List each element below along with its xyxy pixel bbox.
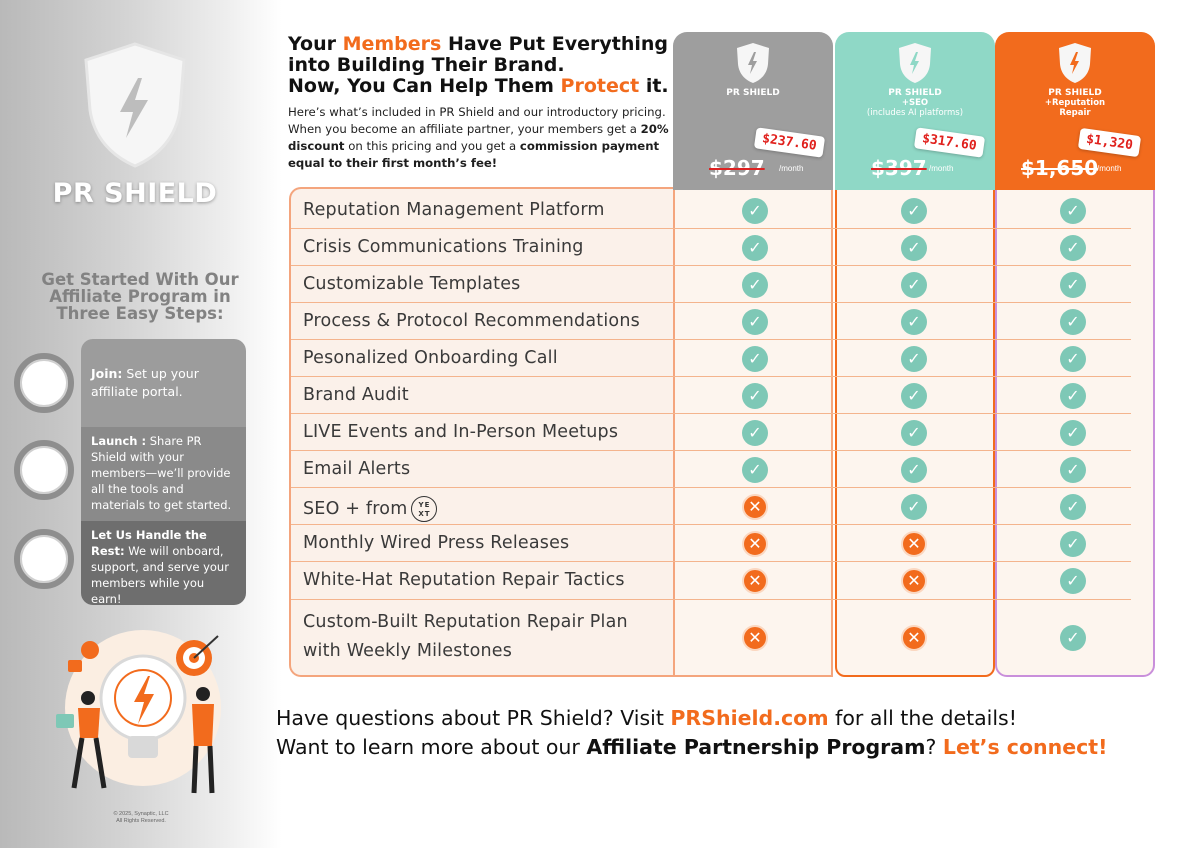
step-card-join <box>81 339 246 427</box>
step-title: Let Us Handle the Rest: <box>91 528 207 558</box>
plan-header-basic <box>673 32 833 190</box>
feature-label-text: LIVE Events and In-Person Meetups <box>303 422 619 442</box>
shield-bolt-icon <box>735 42 771 84</box>
step-text: We will onboard, support, and serve your members while you earn! <box>91 544 229 606</box>
check-icon: ✓ <box>742 457 768 483</box>
feature-label <box>303 348 558 368</box>
feature-label <box>303 200 605 220</box>
check-icon: ✓ <box>1060 272 1086 298</box>
check-icon: ✓ <box>1060 494 1086 520</box>
page-headline <box>288 34 673 97</box>
discount-price-tag: $237.60 <box>754 127 825 157</box>
check-icon: ✓ <box>901 235 927 261</box>
price-period: /month <box>779 164 804 173</box>
plan-name <box>835 88 995 118</box>
step-card-launch <box>81 427 246 521</box>
check-icon: ✓ <box>901 383 927 409</box>
feature-row <box>291 525 1131 562</box>
feature-label-text: White-Hat Reputation Repair Tactics <box>303 570 625 590</box>
yext-logo-icon: YE XT <box>411 496 437 522</box>
check-icon: ✓ <box>742 420 768 446</box>
check-icon: ✓ <box>1060 625 1086 651</box>
feature-row <box>291 229 1131 266</box>
feature-label <box>303 422 618 442</box>
step-text: Set up your affiliate portal. <box>91 366 199 399</box>
check-icon: ✓ <box>742 235 768 261</box>
check-icon: ✓ <box>901 420 927 446</box>
footer-text: Want to learn more about our <box>276 735 587 759</box>
feature-row <box>291 414 1131 451</box>
plan-title: PR SHIELD <box>726 88 780 98</box>
cross-icon: ✕ <box>742 494 768 520</box>
brand-logo-text: PR SHIELD <box>52 178 218 209</box>
plan-subtitle: +Reputation <box>1044 98 1106 108</box>
check-icon: ✓ <box>1060 235 1086 261</box>
copyright <box>86 811 196 825</box>
feature-label-text: Monthly Wired Press Releases <box>303 533 570 553</box>
step-text: Share PR Shield with your members—we’ll provide all the tools and materials to get started. <box>91 434 232 512</box>
feature-row <box>291 377 1131 414</box>
check-icon: ✓ <box>1060 568 1086 594</box>
check-icon: ✓ <box>1060 198 1086 224</box>
feature-label <box>303 274 521 294</box>
intro-paragraph <box>288 104 673 172</box>
feature-row <box>291 340 1131 377</box>
feature-label-text: Brand Audit <box>303 385 409 405</box>
feature-label <box>303 570 625 590</box>
feature-label <box>303 385 409 405</box>
cross-icon: ✕ <box>742 568 768 594</box>
step-title: Launch : <box>91 434 147 448</box>
plan-name <box>673 88 833 98</box>
feature-label-text: Pesonalized Onboarding Call <box>303 348 558 368</box>
headline-text: Have Put Everything into Building Their Brand. <box>288 33 668 76</box>
check-icon: ✓ <box>901 272 927 298</box>
headline-text: Your <box>288 33 343 55</box>
headline-highlight: Members <box>342 33 442 55</box>
cross-icon: ✕ <box>742 531 768 557</box>
plan-subtitle: +SEO <box>901 98 929 108</box>
feature-row <box>291 600 1131 676</box>
step-card-handle <box>81 521 246 605</box>
check-icon: ✓ <box>901 346 927 372</box>
check-icon: ✓ <box>742 198 768 224</box>
original-price: $397 <box>871 156 927 180</box>
feature-row <box>291 303 1131 340</box>
step-circle-3 <box>14 529 74 589</box>
check-icon: ✓ <box>742 309 768 335</box>
step-circle-1 <box>14 353 74 413</box>
feature-row <box>291 266 1131 303</box>
check-icon: ✓ <box>1060 383 1086 409</box>
cross-icon: ✕ <box>742 625 768 651</box>
copyright-line: All Rights Reserved. <box>116 818 166 824</box>
check-icon: ✓ <box>901 309 927 335</box>
copyright-line: © 2025, Synaptic, LLC <box>113 811 169 817</box>
intro-text: Here’s what’s included in PR Shield and our introductory pricing. When you become an affiliate partner, your members get a <box>288 105 666 136</box>
check-icon: ✓ <box>1060 457 1086 483</box>
footer-bold: Affiliate Partnership Program <box>586 735 926 759</box>
original-price: $297 <box>709 156 765 180</box>
feature-row <box>291 192 1131 229</box>
step-title: Join: <box>91 366 123 381</box>
check-icon: ✓ <box>901 494 927 520</box>
price-period: /month <box>929 164 954 173</box>
cross-icon: ✕ <box>901 531 927 557</box>
feature-label-text: Crisis Communications Training <box>303 237 584 257</box>
feature-label-text: Reputation Management Platform <box>303 200 605 220</box>
shield-bolt-icon <box>1057 42 1093 84</box>
plan-subtitle: (includes AI platforms) <box>866 108 964 118</box>
feature-label <box>303 533 569 553</box>
check-icon: ✓ <box>742 272 768 298</box>
plan-title: PR SHIELD <box>888 88 942 98</box>
check-icon: ✓ <box>742 383 768 409</box>
feature-label <box>303 496 437 522</box>
feature-label <box>303 311 640 331</box>
headline-text: it. <box>639 75 669 97</box>
footer-text: Have questions about PR Shield? Visit <box>276 706 671 730</box>
footer-line <box>276 733 1176 762</box>
intro-text: on this pricing and you get a <box>344 139 520 153</box>
discount-price-tag: $317.60 <box>914 127 985 157</box>
feature-label-line: with Weekly Milestones <box>303 641 513 661</box>
check-icon: ✓ <box>1060 531 1086 557</box>
original-price: $1,650 <box>1021 156 1099 180</box>
check-icon: ✓ <box>901 198 927 224</box>
website-link[interactable]: PRShield.com <box>670 706 829 730</box>
feature-label-text: SEO + from <box>303 499 408 519</box>
check-icon: ✓ <box>901 457 927 483</box>
price-period: /month <box>1097 164 1122 173</box>
feature-label-text: Customizable Templates <box>303 274 521 294</box>
plan-header-repair <box>995 32 1155 190</box>
headline-text: Now, You Can Help Them <box>288 75 561 97</box>
feature-label-line: Custom-Built Reputation Repair Plan <box>303 612 628 632</box>
plan-title: PR SHIELD <box>1048 88 1102 98</box>
intro-bold: 20% discount <box>288 122 669 153</box>
footer-text: ? <box>925 735 943 759</box>
feature-label <box>303 237 584 257</box>
footer-text: for all the details! <box>828 706 1017 730</box>
check-icon: ✓ <box>1060 346 1086 372</box>
feature-label-text: Process & Protocol Recommendations <box>303 311 640 331</box>
feature-row <box>291 488 1131 525</box>
sidebar <box>0 0 282 848</box>
footer-cta <box>276 704 1176 762</box>
lightbulb-illustration <box>48 628 233 818</box>
footer-line <box>276 704 1176 733</box>
headline-highlight: Protect <box>560 75 640 97</box>
feature-label-text: Email Alerts <box>303 459 411 479</box>
plan-name <box>995 88 1155 118</box>
step-circle-2 <box>14 440 74 500</box>
check-icon: ✓ <box>1060 420 1086 446</box>
shield-bolt-icon <box>80 40 190 170</box>
check-icon: ✓ <box>1060 309 1086 335</box>
shield-bolt-icon <box>897 42 933 84</box>
check-icon: ✓ <box>742 346 768 372</box>
feature-row <box>291 451 1131 488</box>
intro-bold: commission payment equal to their first month’s fee! <box>288 139 660 170</box>
steps-heading: Get Started With Our Affiliate Program in Three Easy Steps: <box>41 270 239 323</box>
cross-icon: ✕ <box>901 568 927 594</box>
discount-price-tag: $1,320 <box>1078 128 1141 157</box>
connect-link[interactable]: Let’s connect! <box>942 735 1108 759</box>
feature-row <box>291 562 1131 600</box>
plan-header-seo <box>835 32 995 190</box>
plan-subtitle: Repair <box>1059 108 1091 118</box>
cross-icon: ✕ <box>901 625 927 651</box>
feature-label <box>303 459 410 479</box>
feature-label <box>303 608 628 666</box>
